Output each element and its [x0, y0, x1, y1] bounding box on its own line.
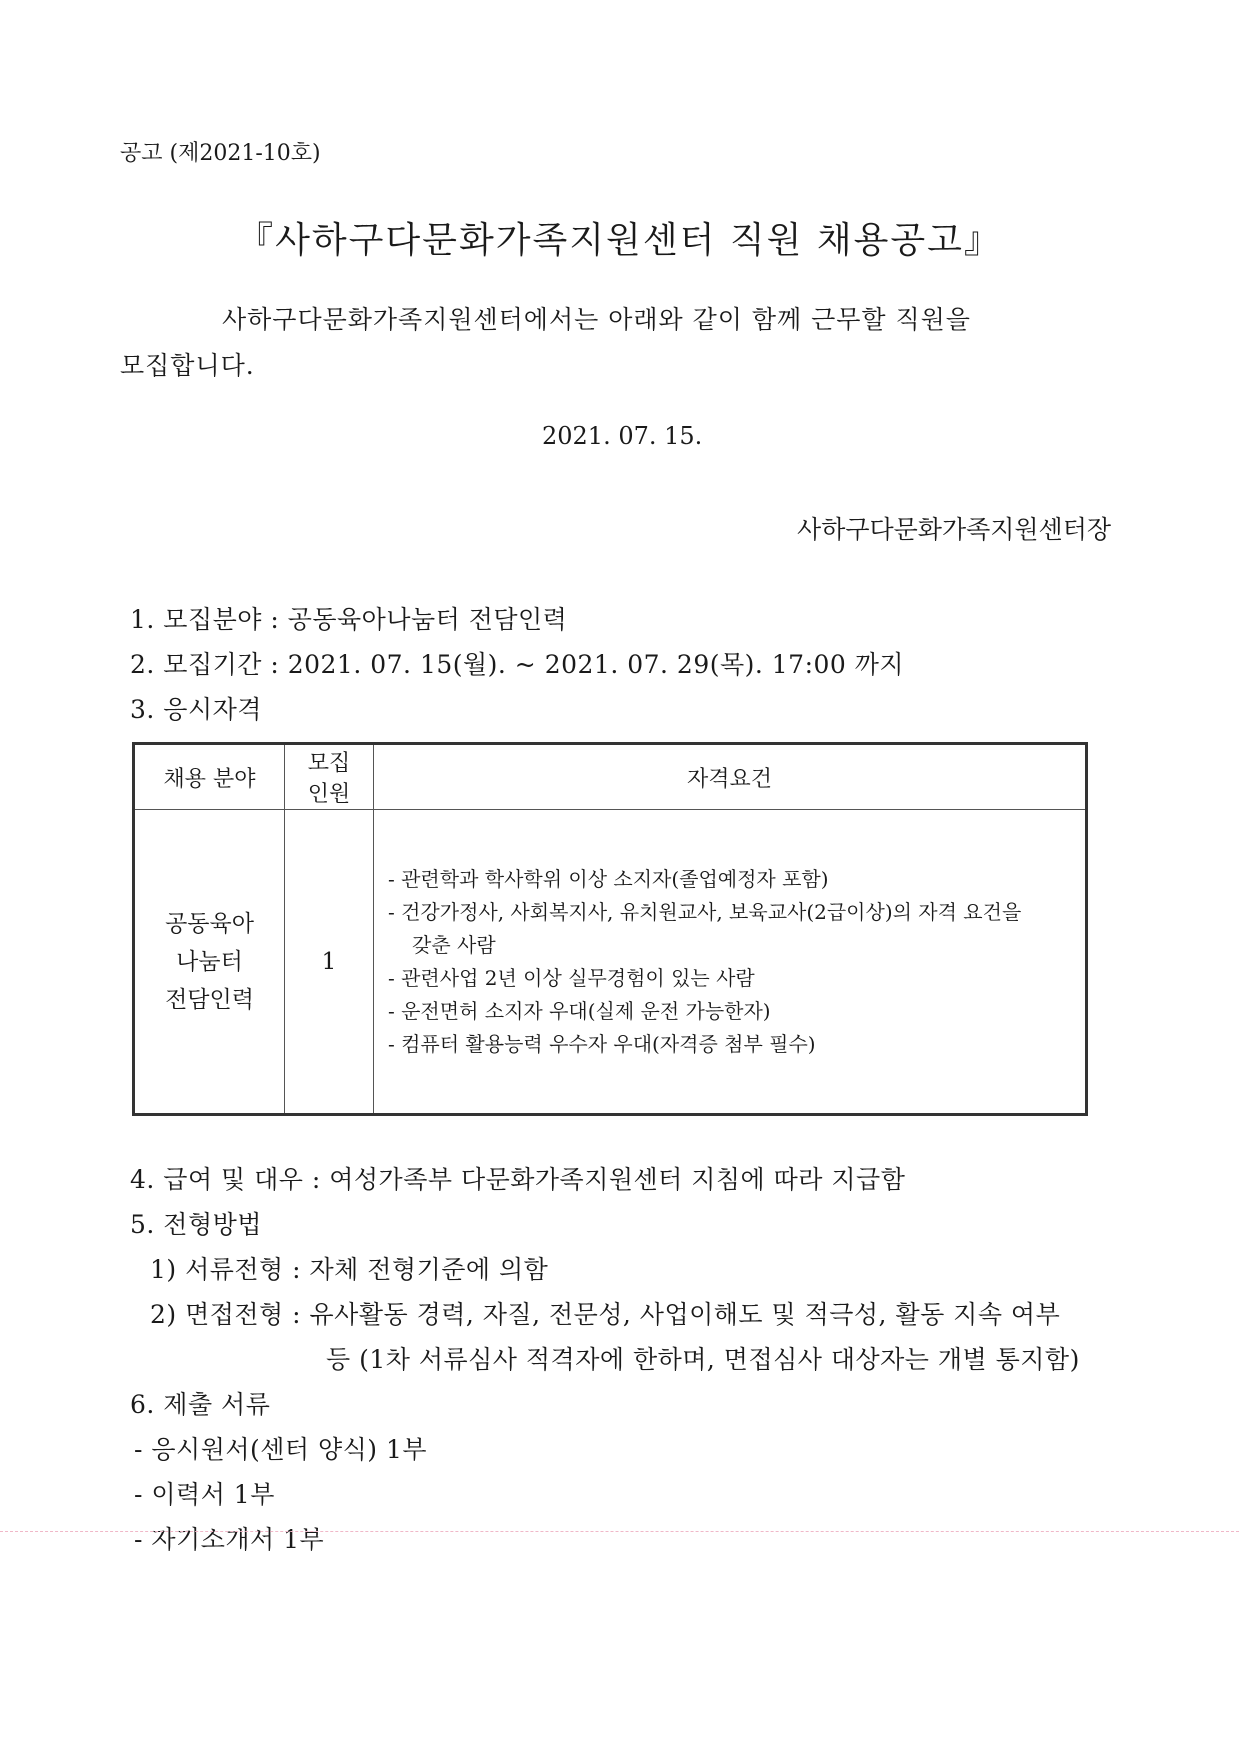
requirement-item: - 관련사업 2년 이상 실무경험이 있는 사람: [388, 965, 755, 990]
header-field: 채용 분야: [134, 744, 285, 810]
table-row: [134, 810, 1087, 1115]
requirements-cell: [374, 810, 1087, 1115]
selection-interview-line2: 등 (1차 서류심사 적격자에 한하며, 면접심사 대상자는 개별 통지함): [326, 1345, 1080, 1374]
requirement-item-continued: 갖춘 사람: [412, 932, 496, 957]
item-qualification: 3. 응시자격: [130, 695, 262, 724]
item-salary: 4. 급여 및 대우 : 여성가족부 다문화가족지원센터 지침에 따라 지급함: [130, 1165, 906, 1194]
field-line-1: 공동육아: [165, 910, 254, 937]
issuer: 사하구다문화가족지원센터장: [797, 515, 1111, 544]
count-cell: 1: [285, 810, 374, 1115]
field-line-2: 나눔터: [176, 948, 243, 975]
item-documents: 6. 제출 서류: [130, 1390, 271, 1419]
field-cell: [134, 810, 285, 1115]
page-title: 『사하구다문화가족지원센터 직원 채용공고』: [237, 220, 1002, 261]
header-count-line1: 모집: [307, 751, 351, 776]
requirement-item: - 관련학과 학사학위 이상 소지자(졸업예정자 포함): [388, 866, 829, 891]
qualification-table: [132, 742, 1088, 1116]
requirement-item: - 컴퓨터 활용능력 우수자 우대(자격증 첨부 필수): [388, 1031, 816, 1056]
intro-line-1: 사하구다문화가족지원센터에서는 아래와 같이 함께 근무할 직원을: [222, 305, 971, 334]
requirement-item: - 건강가정사, 사회복지사, 유치원교사, 보육교사(2급이상)의 자격 요건을: [388, 899, 1022, 924]
item-recruitment-period: 2. 모집기간 : 2021. 07. 15(월). ~ 2021. 07. 29(목). 17:00 까지: [130, 650, 905, 679]
notice-date: 2021. 07. 15.: [542, 422, 703, 450]
selection-interview-line1: 2) 면접전형 : 유사활동 경력, 자질, 전문성, 사업이해도 및 적극성, 활동 지속 여부: [150, 1300, 1061, 1329]
document-item: - 자기소개서 1부: [134, 1525, 325, 1554]
selection-doc-review: 1) 서류전형 : 자체 전형기준에 의함: [150, 1255, 549, 1284]
item-selection: 5. 전형방법: [130, 1210, 262, 1239]
requirement-item: - 운전면허 소지자 우대(실제 운전 가능한자): [388, 998, 771, 1023]
scan-artifact-line: [0, 1531, 1239, 1532]
notice-number: 공고 (제2021-10호): [120, 141, 321, 166]
field-line-3: 전담인력: [165, 986, 254, 1013]
header-requirements: 자격요건: [374, 744, 1087, 810]
table-header-row: [134, 744, 1087, 810]
document-item: - 응시원서(센터 양식) 1부: [134, 1435, 428, 1464]
header-count: [285, 744, 374, 810]
document-item: - 이력서 1부: [134, 1480, 275, 1509]
item-recruitment-field: 1. 모집분야 : 공동육아나눔터 전담인력: [130, 605, 568, 634]
header-count-line2: 인원: [307, 782, 351, 807]
intro-line-2: 모집합니다.: [120, 351, 255, 380]
